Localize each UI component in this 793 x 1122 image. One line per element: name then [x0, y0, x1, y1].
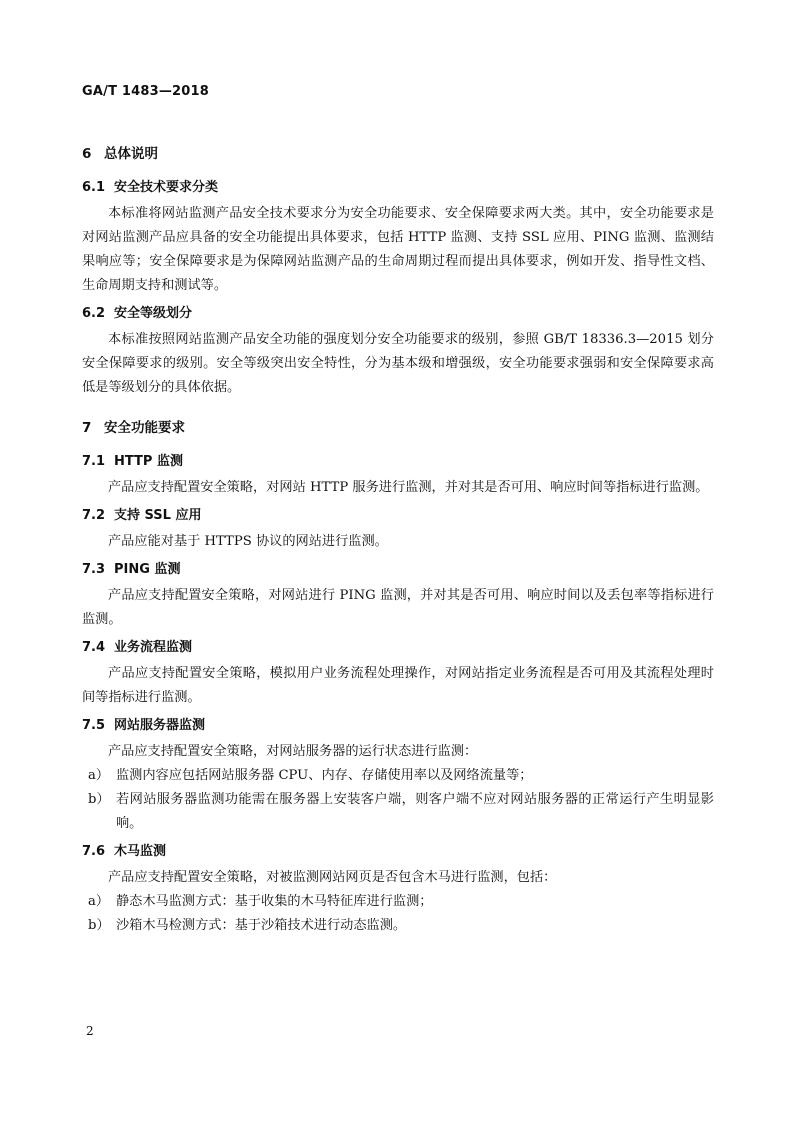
section-title: 安全等级划分 — [114, 306, 193, 321]
list-marker: a） — [88, 894, 110, 909]
section-title: 业务流程监测 — [114, 640, 193, 655]
section-7-4-heading — [82, 638, 714, 658]
paragraph: 产品应支持配置安全策略，模拟用户业务流程处理操作，对网站指定业务流程是否可用及其流程处理时间等指标进行监测。 — [82, 666, 714, 705]
list-item — [82, 764, 714, 788]
list-marker: b） — [88, 918, 110, 933]
section-title: 总体说明 — [104, 146, 158, 162]
section-7-5-heading — [82, 716, 714, 736]
section-number: 7.6 — [82, 844, 106, 859]
list-item-text: 静态木马监测方式：基于收集的木马特征库进行监测； — [116, 894, 433, 909]
section-title: PING 监测 — [114, 562, 181, 577]
section-number: 7.1 — [82, 454, 106, 469]
section-number: 6 — [82, 146, 92, 162]
list-item — [82, 788, 714, 836]
section-number: 7.2 — [82, 508, 106, 523]
section-6-heading — [82, 144, 714, 164]
list-item — [82, 890, 714, 914]
paragraph: 产品应支持配置安全策略，对被监测网站网页是否包含木马进行监测，包括： — [108, 870, 557, 885]
paragraph: 产品应支持配置安全策略，对网站进行 PING 监测，并对其是否可用、响应时间以及丢包率等指标进行监测。 — [82, 588, 714, 627]
section-number: 6.1 — [82, 180, 106, 195]
section-7-3-heading — [82, 560, 714, 580]
section-title: 安全技术要求分类 — [114, 180, 219, 195]
paragraph: 产品应支持配置安全策略，对网站 HTTP 服务进行监测，并对其是否可用、响应时间等指标进行监测。 — [108, 480, 709, 495]
section-number: 7 — [82, 420, 92, 436]
document-id-header: GA/T 1483—2018 — [82, 84, 210, 99]
section-number: 7.4 — [82, 640, 106, 655]
section-number: 6.2 — [82, 306, 106, 321]
list-item-text: 监测内容应包括网站服务器 CPU、内存、存储使用率以及网络流量等； — [116, 768, 533, 783]
section-title: 网站服务器监测 — [114, 718, 206, 733]
section-number: 7.3 — [82, 562, 106, 577]
section-title: HTTP 监测 — [114, 454, 183, 469]
section-6-2-heading — [82, 304, 714, 324]
section-7-2-heading — [82, 506, 714, 526]
paragraph: 本标准将网站监测产品安全技术要求分为安全功能要求、安全保障要求两大类。其中，安全功能要求是对网站监测产品应具备的安全功能提出具体要求，包括 HTTP 监测、支持 SSL 应用、PING 监测、监测结果响应等；安全保障要求是为保障网站监测产品的生命周期过程而提出具体要求，例如开发、指导性文档、生命周期支持和测试等。 — [82, 206, 714, 293]
paragraph: 产品应支持配置安全策略，对网站服务器的运行状态进行监测： — [108, 744, 478, 759]
list-item-text: 若网站服务器监测功能需在服务器上安装客户端，则客户端不应对网站服务器的正常运行产生明显影响。 — [116, 792, 714, 831]
section-7-6-heading — [82, 842, 714, 862]
page-number: 2 — [86, 1024, 94, 1038]
paragraph: 产品应能对基于 HTTPS 协议的网站进行监测。 — [108, 534, 388, 549]
section-title: 安全功能要求 — [104, 420, 185, 436]
paragraph: 本标准按照网站监测产品安全功能的强度划分安全功能要求的级别，参照 GB/T 18336.3—2015 划分安全保障要求的级别。安全等级突出安全特性，分为基本级和增强级，安全功能要求强弱和安全保障要求高低是等级划分的具体依据。 — [82, 332, 714, 395]
section-6-1-heading — [82, 178, 714, 198]
list-item-text: 沙箱木马检测方式：基于沙箱技术进行动态监测。 — [116, 918, 407, 933]
list-marker: b） — [88, 792, 110, 807]
list-item — [82, 914, 714, 938]
section-7-heading — [82, 418, 714, 438]
list-marker: a） — [88, 768, 110, 783]
section-number: 7.5 — [82, 718, 106, 733]
page-content — [82, 140, 714, 938]
section-7-1-heading — [82, 452, 714, 472]
section-title: 木马监测 — [114, 844, 167, 859]
section-title: 支持 SSL 应用 — [114, 508, 202, 523]
